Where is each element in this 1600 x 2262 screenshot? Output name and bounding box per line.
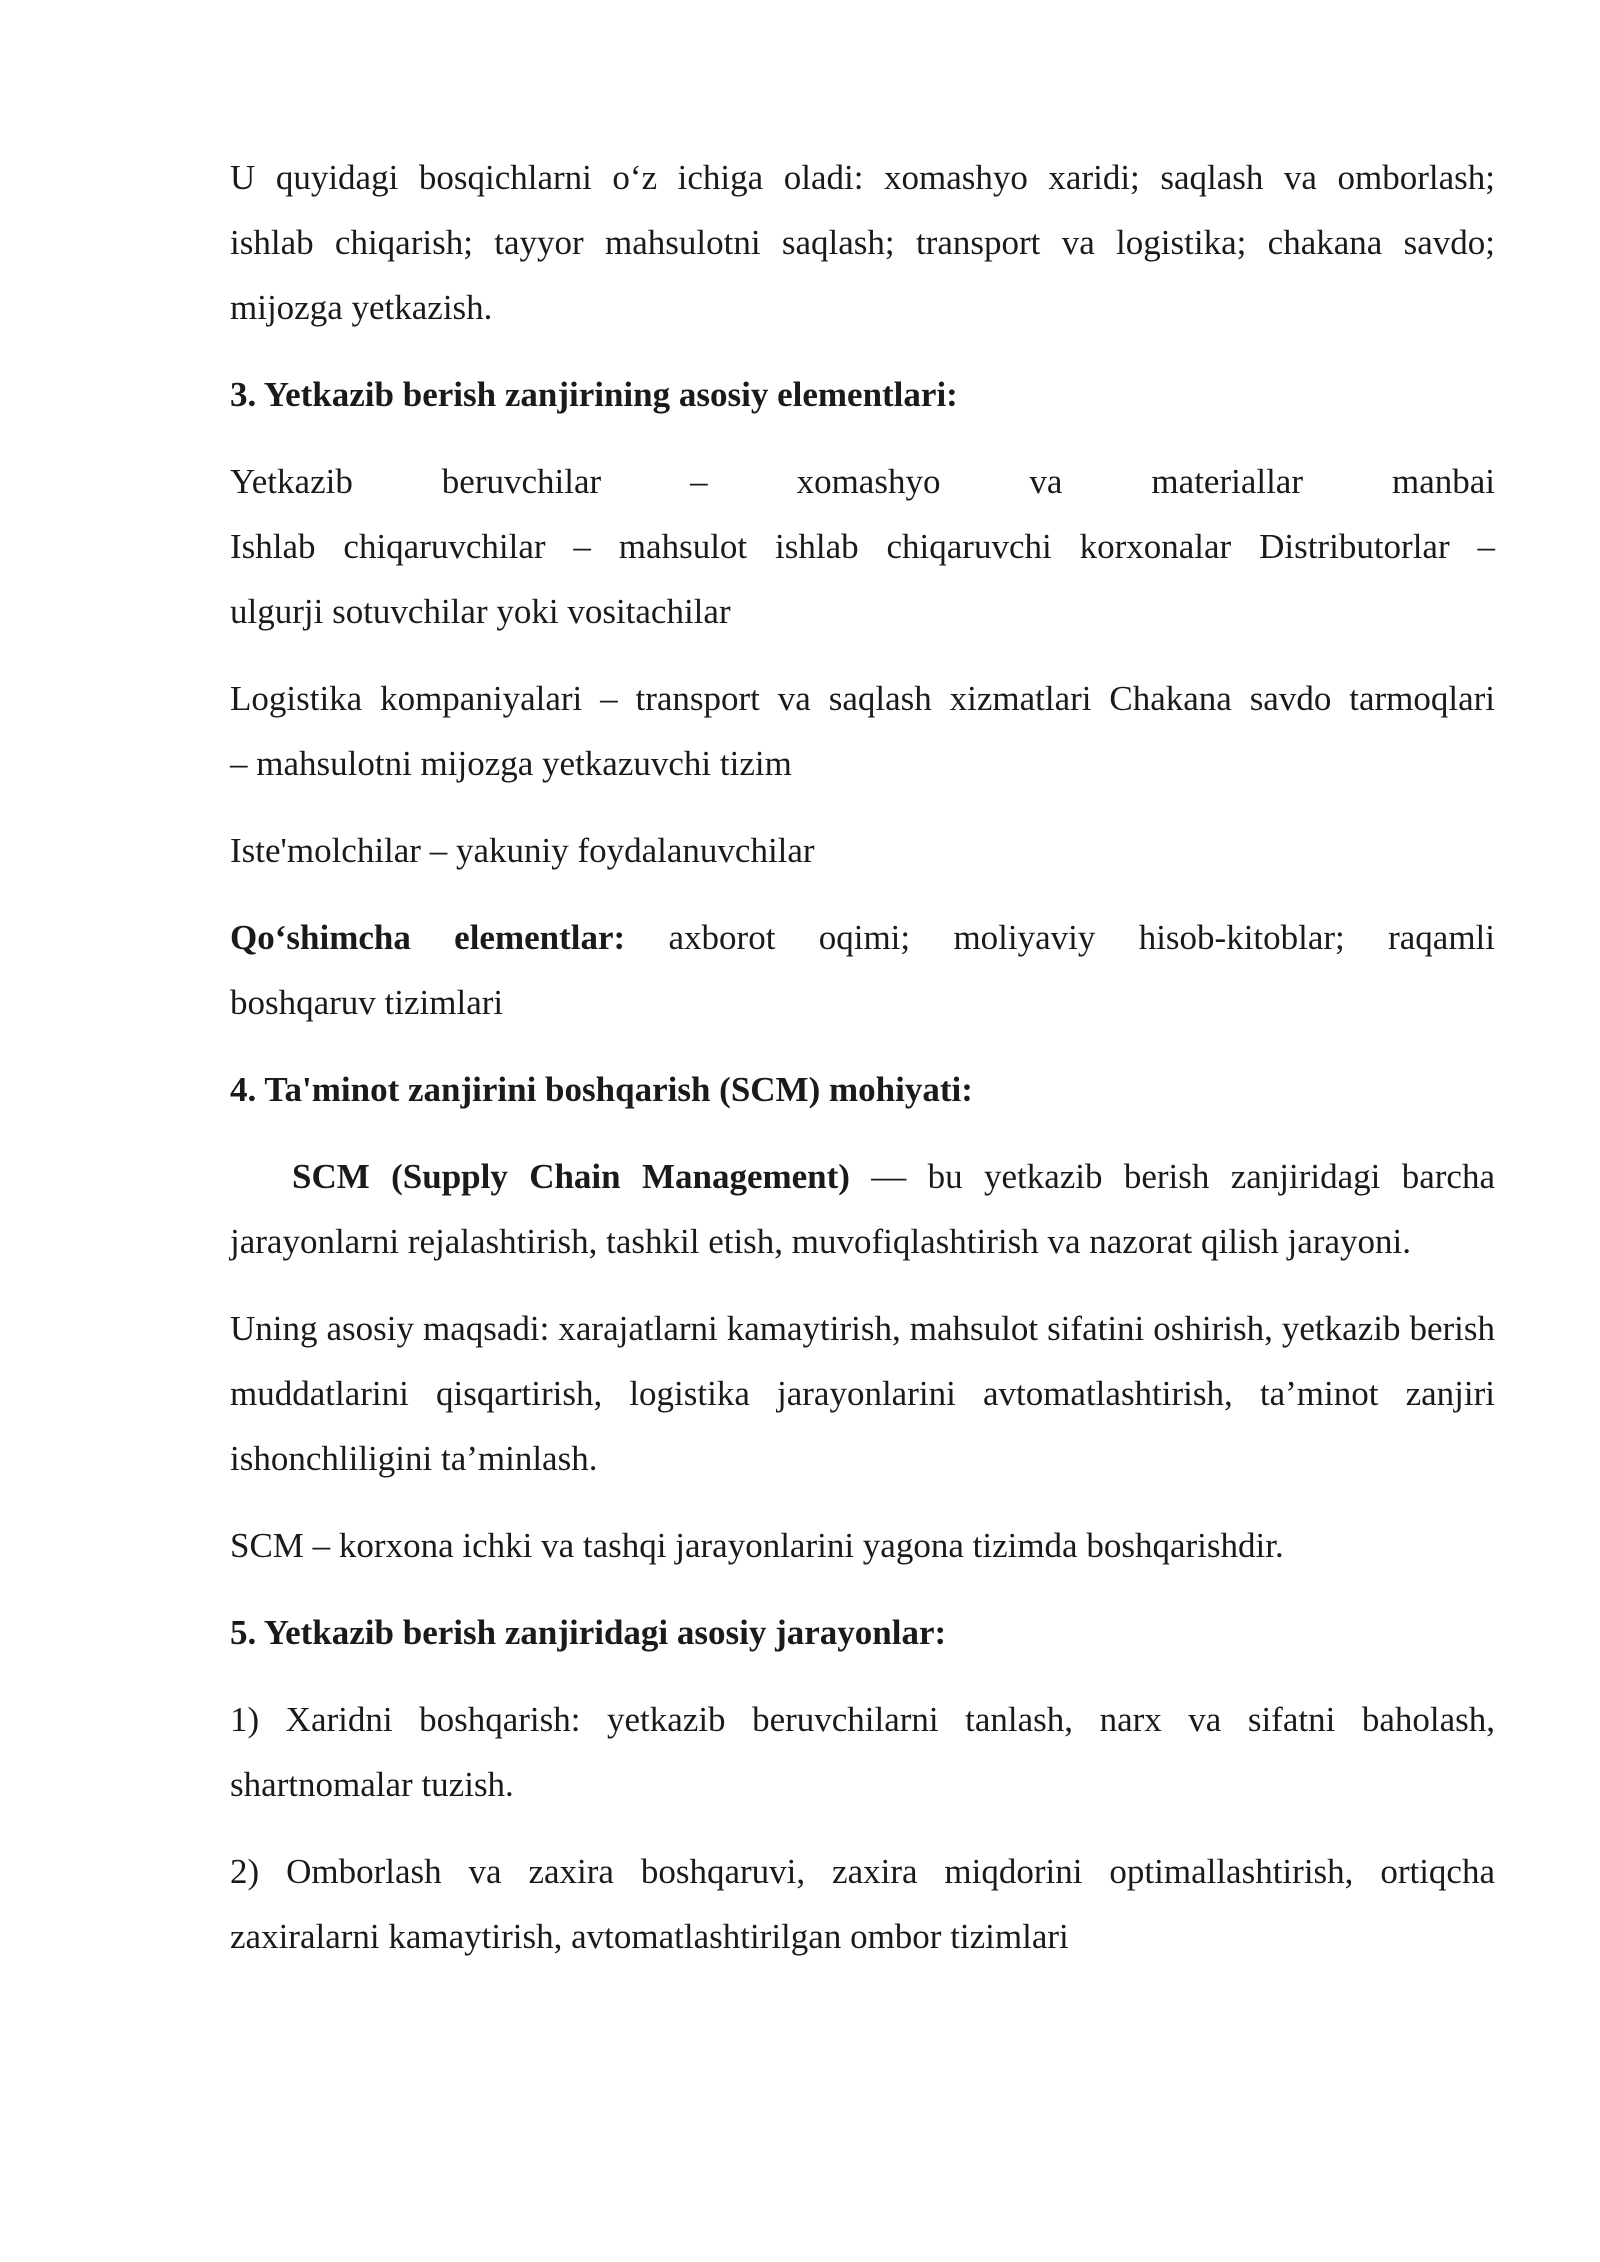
elements-line-2: Ishlab chiqaruvchilar – mahsulot ishlab chiqaruvchi korxonalar Distributorlar – [230, 527, 1495, 566]
intro-line-2: ishlab chiqarish; tayyor mahsulotni saqlash; transport va logistika; chakana savdo; [230, 223, 1495, 262]
scm-summary-paragraph: SCM – korxona ichki va tashqi jarayonlarini yagona tizimda boshqarishdir. [230, 1526, 1284, 1565]
intro-paragraph [230, 145, 1495, 340]
section-4-heading: 4. Ta'minot zanjirini boshqarish (SCM) mohiyati: [230, 1070, 973, 1109]
additional-elements-text-1: axborot oqimi; moliyaviy hisob-kitoblar; raqamli [625, 918, 1495, 957]
elements-paragraph [230, 449, 1495, 644]
logistics-line-1: Logistika kompaniyalari – transport va saqlash xizmatlari Chakana savdo tarmoqlari [230, 679, 1495, 718]
logistics-line-2: – mahsulotni mijozga yetkazuvchi tizim [230, 744, 792, 783]
scm-definition-paragraph [230, 1144, 1495, 1274]
process-item-2: 2) Omborlash va zaxira boshqaruvi, zaxira miqdorini optimallashtirish, ortiqcha zaxiralarni kamaytirish, avtomatlashtirilgan ombor tizimlari [230, 1852, 1495, 1956]
intro-line-3: mijozga yetkazish. [230, 288, 493, 327]
elements-line-1: Yetkazib beruvchilar – xomashyo va materiallar manbai [230, 462, 1495, 501]
additional-elements-text-2: boshqaruv tizimlari [230, 983, 504, 1022]
section-5-heading: 5. Yetkazib berish zanjiridagi asosiy jarayonlar: [230, 1613, 947, 1652]
scm-purpose-paragraph: Uning asosiy maqsadi: xarajatlarni kamaytirish, mahsulot sifatini oshirish, yetkazib berish muddatlarini qisqartirish, logistika jarayonlarini avtomatlashtirish, ta’minot zanjiri ishonchliligini ta’minlash. [230, 1309, 1495, 1478]
section-3-heading: 3. Yetkazib berish zanjirining asosiy elementlari: [230, 375, 958, 414]
elements-line-3: ulgurji sotuvchilar yoki vositachilar [230, 592, 731, 631]
additional-elements-paragraph [230, 905, 1495, 1035]
consumers-paragraph: Iste'molchilar – yakuniy foydalanuvchilar [230, 831, 815, 870]
additional-line-1 [230, 905, 1495, 970]
document-page [230, 145, 1495, 1991]
additional-elements-label: Qo‘shimcha elementlar: [230, 918, 626, 957]
process-item-1: 1) Xaridni boshqarish: yetkazib beruvchilarni tanlash, narx va sifatni baholash, shartnomalar tuzish. [230, 1700, 1495, 1804]
intro-line-1: U quyidagi bosqichlarni o‘z ichiga oladi: xomashyo xaridi; saqlash va omborlash; [230, 158, 1495, 197]
logistics-paragraph [230, 666, 1495, 796]
scm-definition-text: — bu yetkazib berish zanjiridagi barcha jarayonlarni rejalashtirish, tashkil etish, muvofiqlashtirish va nazorat qilish jarayoni. [230, 1157, 1495, 1261]
scm-term: SCM (Supply Chain Management) [292, 1157, 850, 1196]
